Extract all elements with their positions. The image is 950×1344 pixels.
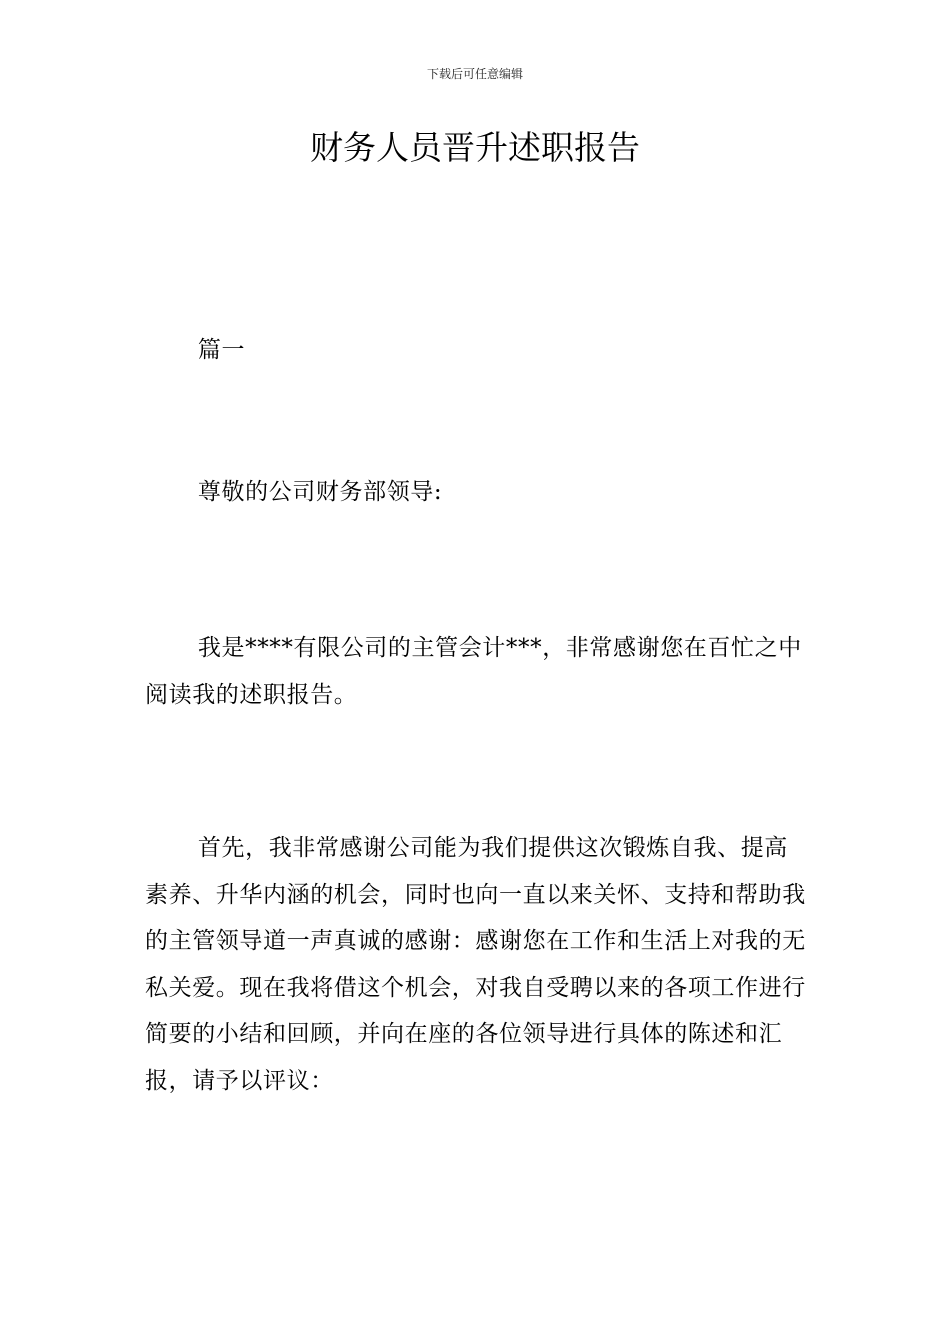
paragraph-intro: 我是****有限公司的主管会计***，非常感谢您在百忙之中阅读我的述职报告。	[145, 635, 802, 708]
paragraph-thanks: 首先，我非常感谢公司能为我们提供这次锻炼自我、提高素养、升华内涵的机会，同时也向一直以来关怀、支持和帮助我的主管领导道一声真诚的感谢：感谢您在工作和生活上对我的无私关爱。现在我将借这个机会，对我自受聘以来的各项工作进行简要的小结和回顾，并向在座的各位领导进行具体的陈述和汇报，请予以评议：	[145, 835, 806, 1094]
header-note: 下载后可任意编辑	[426, 67, 523, 81]
salutation: 尊敬的公司财务部领导:	[197, 479, 443, 505]
section-heading: 篇一	[197, 337, 246, 363]
document-title: 财务人员晋升述职报告	[310, 128, 640, 167]
